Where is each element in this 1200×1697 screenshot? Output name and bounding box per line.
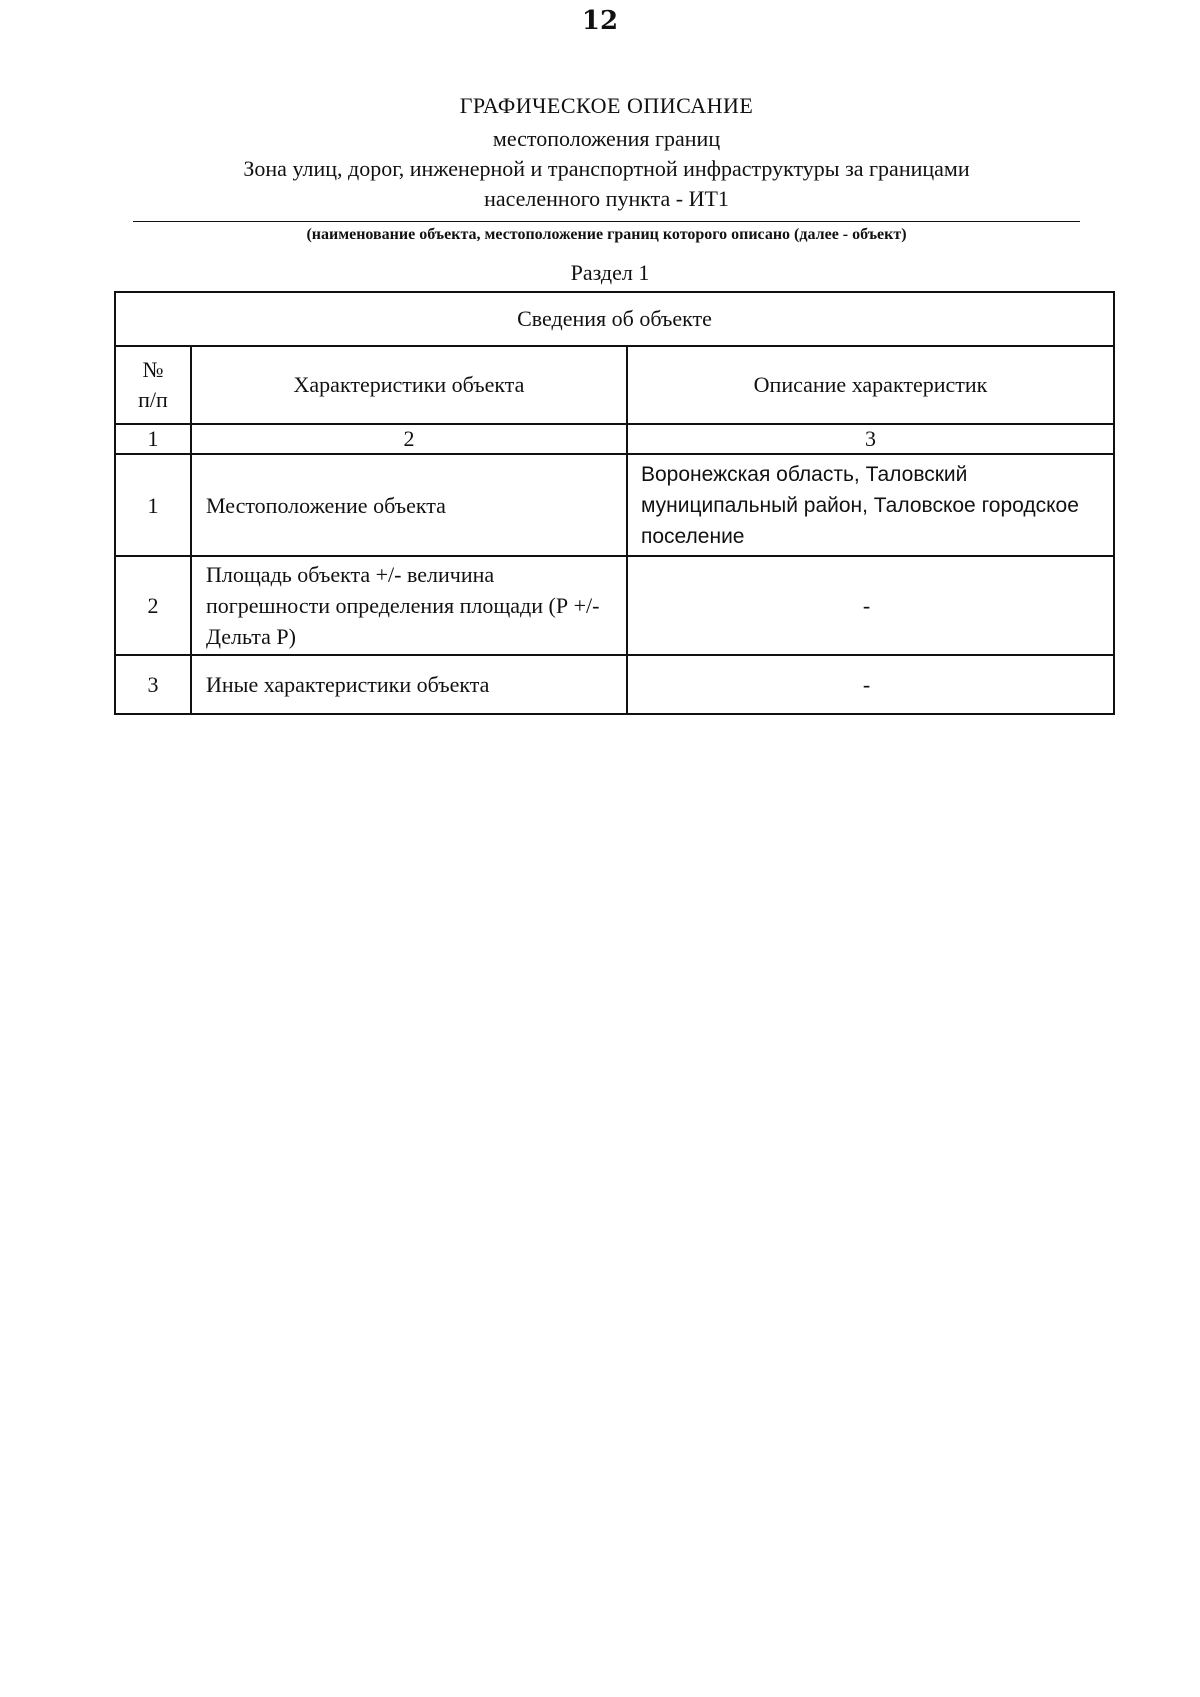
column-number: 1 [115,424,191,454]
document-subtitle: местоположения границ [492,126,721,151]
object-name-line-2: населенного пункта - ИТ1 [484,186,729,211]
row-characteristic: Местоположение объекта [191,454,627,556]
page-number: 12 [581,6,619,36]
table-caption: Сведения об объекте [115,292,1114,346]
table-row [115,454,1114,556]
header-description: Описание характеристик [627,346,1114,424]
table-row [115,655,1114,714]
object-name-line-1: Зона улиц, дорог, инженерной и транспортной инфраструктуры за границами [243,156,970,181]
object-name-underline [133,221,1080,222]
row-description: - [627,556,1114,655]
column-number: 3 [627,424,1114,454]
header-num-symbol: № [142,357,164,382]
document-header [133,88,1080,214]
object-name-caption: (наименование объекта, местоположение границ которого описано (далее - объект) [306,226,907,243]
section-title: Раздел 1 [570,260,650,285]
column-number-row [115,424,1114,454]
row-number: 1 [115,454,191,556]
header-num [115,346,191,424]
document-title: ГРАФИЧЕСКОЕ ОПИСАНИЕ [459,93,754,118]
object-info-table [114,291,1115,715]
row-description: - [627,655,1114,714]
row-description: Воронежская область, Таловский муниципальный район, Таловское городское поселение [627,454,1114,556]
row-number: 2 [115,556,191,655]
column-number: 2 [191,424,627,454]
table-header-row [115,346,1114,424]
row-characteristic: Площадь объекта +/- величина погрешности определения площади (Р +/- Дельта Р) [191,556,627,655]
header-characteristics: Характеристики объекта [191,346,627,424]
header-num-abbr: п/п [138,387,168,412]
table-row [115,556,1114,655]
table-caption-row [115,292,1114,346]
row-number: 3 [115,655,191,714]
row-characteristic: Иные характеристики объекта [191,655,627,714]
